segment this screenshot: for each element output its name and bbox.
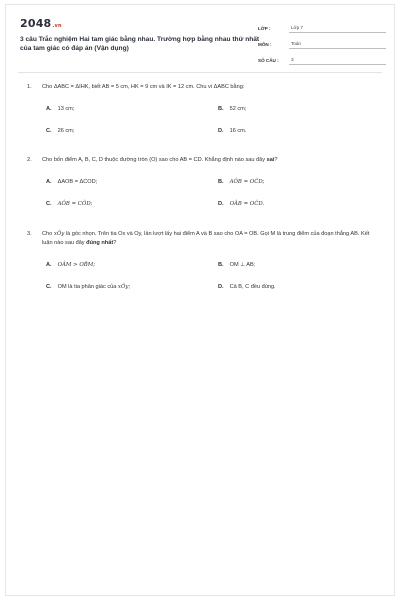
meta-value: Toán bbox=[289, 41, 386, 49]
option-text: ΔAOB = ΔCOD; bbox=[57, 179, 98, 185]
option-letter: D. bbox=[218, 201, 224, 207]
option-c[interactable] bbox=[46, 201, 93, 207]
meta-value: 3 bbox=[289, 57, 386, 65]
meta-info bbox=[258, 19, 386, 67]
meta-label: SỐ CÂU : bbox=[258, 58, 279, 63]
option-text: OÂM > OB̂M; bbox=[57, 262, 96, 268]
worksheet-header bbox=[6, 5, 394, 71]
question-body-cont: là góc nhọn. Trên tia Ox và Oy, lần lượt lấy hai điểm A và B sao cho OA = OB. Gọi M là trung điểm của đoạn thẳng AB. Kết luận nào sau đây bbox=[42, 231, 370, 246]
option-a[interactable] bbox=[46, 262, 95, 268]
question-body: Cho bbox=[42, 231, 54, 237]
option-b[interactable] bbox=[218, 106, 246, 112]
option-text: OÂB = OĈD. bbox=[229, 201, 265, 207]
question-number: 3. bbox=[27, 231, 32, 237]
option-letter: C. bbox=[46, 128, 52, 134]
option-c[interactable] bbox=[46, 128, 74, 134]
meta-row-subject bbox=[258, 35, 386, 49]
question-3 bbox=[6, 230, 394, 296]
question-text bbox=[6, 156, 394, 165]
question-text bbox=[6, 230, 394, 248]
question-number: 1. bbox=[27, 84, 32, 90]
meta-label: LỚP : bbox=[258, 26, 271, 31]
option-text: 52 cm; bbox=[229, 106, 247, 112]
question-emphasis: đúng nhất bbox=[86, 240, 114, 246]
option-letter: D. bbox=[218, 284, 224, 290]
option-d[interactable] bbox=[218, 201, 264, 207]
option-letter: A. bbox=[46, 106, 52, 112]
logo-text: 2048 bbox=[20, 17, 52, 30]
option-text: 26 cm; bbox=[57, 128, 75, 134]
question-emphasis: sai bbox=[266, 157, 275, 163]
logo-domain: .vn bbox=[52, 23, 62, 29]
option-letter: B. bbox=[218, 179, 224, 185]
page-title: 3 câu Trắc nghiệm Hai tam giác bằng nhau. Trường hợp bằng nhau thứ nhất của tam giác có đáp án (Vận dụng) bbox=[20, 36, 260, 52]
option-text: AÔB = OĈD; bbox=[229, 179, 265, 185]
question-2 bbox=[6, 156, 394, 213]
question-body: Cho bốn điểm A, B, C, D thuộc đường tròn (O) sao cho AB = CD. Khẳng định nào sau đây bbox=[42, 157, 267, 163]
meta-label: MÔN : bbox=[258, 42, 272, 47]
option-list bbox=[6, 92, 394, 140]
option-c[interactable] bbox=[46, 284, 130, 290]
question-text bbox=[6, 83, 394, 92]
option-text: OM ⊥ AB; bbox=[229, 262, 256, 268]
question-body: Cho ΔABC = ΔIHK, biết AB = 5 cm, HK = 9 cm và IK = 12 cm. Chu vi ΔABC bằng: bbox=[42, 84, 245, 90]
option-text-end: ; bbox=[128, 284, 130, 290]
meta-value: Lớp 7 bbox=[289, 25, 386, 33]
option-letter: A. bbox=[46, 262, 52, 268]
question-end: ? bbox=[274, 157, 278, 163]
option-letter: A. bbox=[46, 179, 52, 185]
option-letter: D. bbox=[218, 128, 224, 134]
question-list bbox=[6, 83, 394, 296]
option-letter: C. bbox=[46, 201, 52, 207]
worksheet-page bbox=[5, 4, 395, 596]
option-a[interactable] bbox=[46, 106, 74, 112]
option-a[interactable] bbox=[46, 179, 97, 185]
option-text: 13 cm; bbox=[57, 106, 75, 112]
header-divider bbox=[18, 72, 382, 73]
angle-symbol: xÔy bbox=[53, 231, 65, 237]
question-1 bbox=[6, 83, 394, 140]
option-letter: B. bbox=[218, 106, 224, 112]
meta-row-class bbox=[258, 19, 386, 33]
question-end: ? bbox=[113, 240, 117, 246]
option-letter: B. bbox=[218, 262, 224, 268]
option-text: Cả B, C đều đúng. bbox=[229, 284, 276, 290]
meta-row-count bbox=[258, 51, 386, 65]
angle-symbol: xÔy bbox=[117, 284, 129, 290]
site-logo[interactable] bbox=[20, 17, 62, 30]
option-list bbox=[6, 165, 394, 213]
option-d[interactable] bbox=[218, 284, 276, 290]
option-text: AÔB = CÔD; bbox=[57, 201, 93, 207]
option-d[interactable] bbox=[218, 128, 246, 134]
option-text: 16 cm. bbox=[229, 128, 247, 134]
question-number: 2. bbox=[27, 157, 32, 163]
option-letter: C. bbox=[46, 284, 52, 290]
option-b[interactable] bbox=[218, 179, 265, 185]
option-list bbox=[6, 248, 394, 296]
option-text: OM là tia phân giác của bbox=[57, 284, 118, 290]
option-b[interactable] bbox=[218, 262, 255, 268]
